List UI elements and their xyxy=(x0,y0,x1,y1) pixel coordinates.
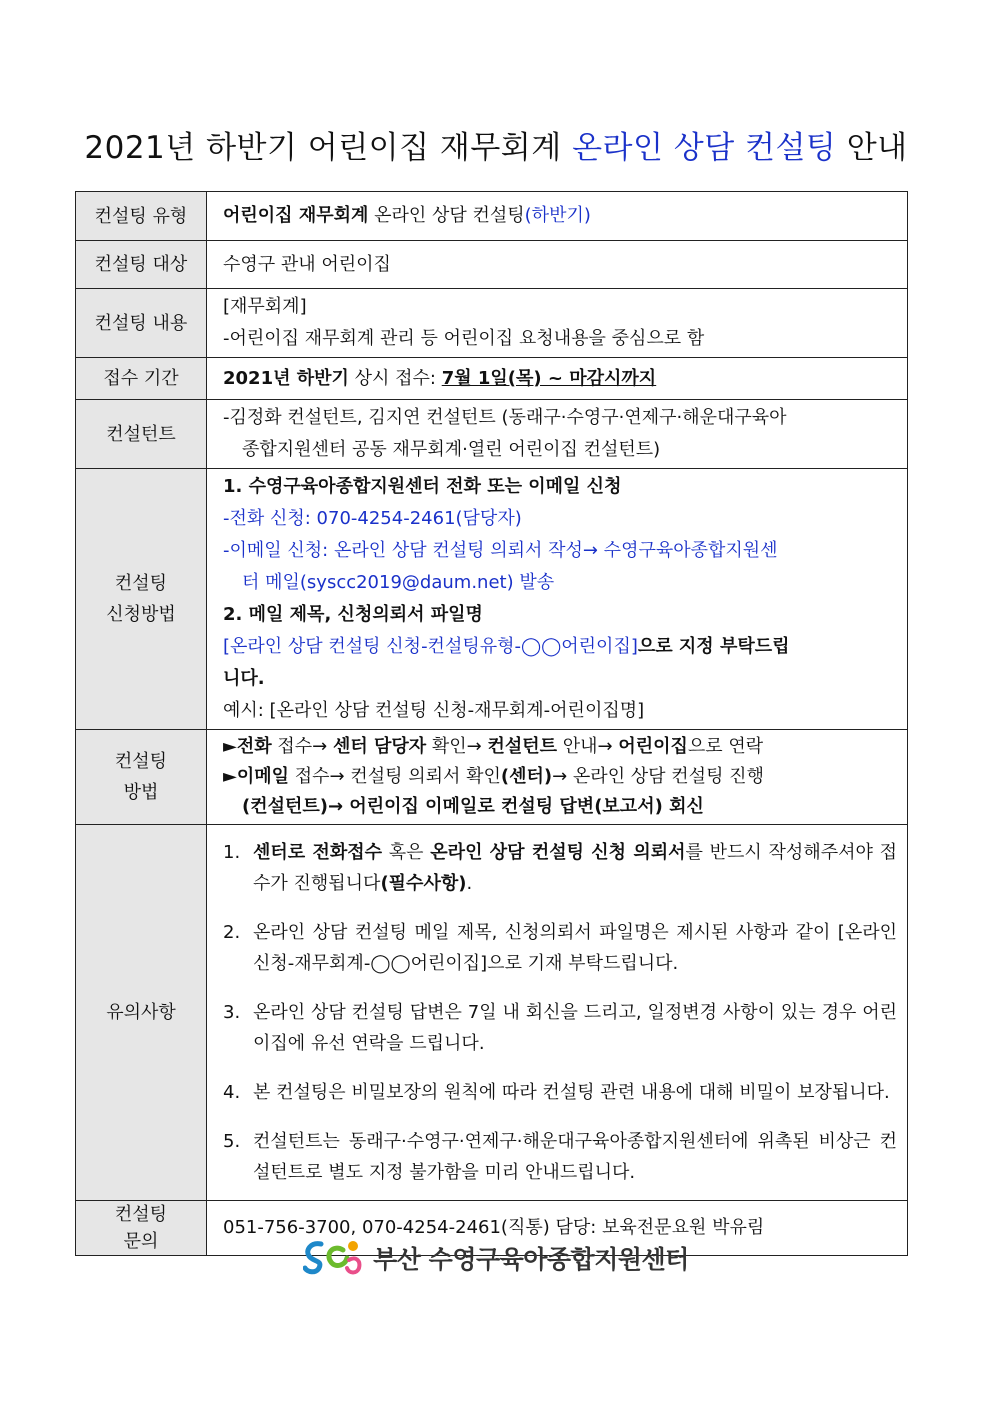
row-type: 컨설팅 유형 어린이집 재무회계 온라인 상담 컨설팅(하반기) xyxy=(76,192,908,241)
label-contact: 컨설팅 문의 xyxy=(76,1201,207,1256)
row-consultant xyxy=(76,400,908,469)
method-phone: ►전화 접수→ 센터 담당자 확인→ 컨설턴트 안내→ 어린이집으로 연락 xyxy=(223,736,764,757)
label-consultant: 컨설턴트 xyxy=(76,400,207,469)
notes-list xyxy=(223,837,897,1188)
label-notes: 유의사항 xyxy=(76,825,207,1201)
logo-text: 부산 수영구육아종합지원센터 xyxy=(373,1245,689,1274)
consultant-line1: -김정화 컨설턴트, 김지연 컨설턴트 (동래구·수영구·연제구·해운대구육아 xyxy=(223,407,787,428)
target-value: 수영구 관내 어린이집 xyxy=(207,241,908,289)
label-method: 컨설팅 방법 xyxy=(76,730,207,825)
row-notes xyxy=(76,825,908,1201)
label-target: 컨설팅 대상 xyxy=(76,241,207,289)
label-type: 컨설팅 유형 xyxy=(76,192,207,241)
row-content xyxy=(76,289,908,358)
period-dates: 7월 1일(목) ~ 마감시까지 xyxy=(441,367,657,389)
row-target xyxy=(76,241,908,289)
note-3: 3. 온라인 상담 컨설팅 답변은 7일 내 회신을 드리고, 일정변경 사항이 있는 경우 어린이집에 유선 연락을 드립니다. xyxy=(223,1002,897,1054)
apply-filename-cont: 니다. xyxy=(223,668,265,689)
apply-email-cont: 터 메일(syscc2019@daum.net) 발송 xyxy=(242,572,555,593)
row-method xyxy=(76,730,908,825)
page-title: 2021년 하반기 어린이집 재무회계 온라인 상담 컨설팅 안내 xyxy=(84,130,908,166)
row-period: 접수 기간 2021년 하반기 상시 접수: 7월 1일(목) ~ 마감시까지 xyxy=(76,358,908,400)
center-logo-icon xyxy=(303,1238,365,1278)
content-line2: -어린이집 재무회계 관리 등 어린이집 요청내용을 중심으로 함 xyxy=(223,328,705,349)
contact-value: 051-756-3700, 070-4254-2461(직통) 담당: 보육전문요원 박유림 xyxy=(207,1201,908,1256)
content-line1: [재무회계] xyxy=(223,296,307,317)
row-apply xyxy=(76,469,908,730)
footer-logo xyxy=(0,1238,992,1278)
apply-step1: 1. 수영구육아종합지원센터 전화 또는 이메일 신청 xyxy=(223,476,622,497)
note-1: 1. 센터로 전화접수 혹은 온라인 상담 컨설팅 신청 의뢰서를 반드시 작성해주셔야 접수가 진행됩니다(필수사항). xyxy=(223,842,898,894)
consultant-line2: 종합지원센터 공동 재무회계·열린 어린이집 컨설턴트) xyxy=(242,439,661,460)
apply-example: 예시: [온라인 상담 컨설팅 신청-재무회계-어린이집명] xyxy=(223,700,645,721)
note-4: 4. 본 컨설팅은 비밀보장의 원칙에 따라 컨설팅 관련 내용에 대해 비밀이 보장됩니다. xyxy=(223,1082,890,1103)
info-table xyxy=(75,191,908,1256)
apply-step2: 2. 메일 제목, 신청의뢰서 파일명 xyxy=(223,604,483,625)
method-email: ►이메일 접수→ 컨설팅 의뢰서 확인(센터)→ 온라인 상담 컨설팅 진행 xyxy=(223,766,764,787)
label-content: 컨설팅 내용 xyxy=(76,289,207,358)
note-2: 2. 온라인 상담 컨설팅 메일 제목, 신청의뢰서 파일명은 제시된 사항과 같이 [온라인 신청-재무회계-◯◯어린이집]으로 기재 부탁드립니다. xyxy=(223,922,897,974)
apply-filename: [온라인 상담 컨설팅 신청-컨설팅유형-◯◯어린이집]으로 지정 부탁드립 xyxy=(223,636,790,657)
apply-phone: -전화 신청: 070-4254-2461(담당자) xyxy=(223,508,522,529)
label-period: 접수 기간 xyxy=(76,358,207,400)
method-email-cont: (컨설턴트)→ 어린이집 이메일로 컨설팅 답변(보고서) 회신 xyxy=(242,796,704,817)
note-5: 5. 컨설턴트는 동래구·수영구·연제구·해운대구육아종합지원센터에 위촉된 비상근 컨설턴트로 별도 지정 불가함을 미리 안내드립니다. xyxy=(223,1131,897,1183)
apply-email: -이메일 신청: 온라인 상담 컨설팅 의뢰서 작성→ 수영구육아종합지원센 xyxy=(223,540,778,561)
label-apply: 컨설팅 신청방법 xyxy=(76,469,207,730)
